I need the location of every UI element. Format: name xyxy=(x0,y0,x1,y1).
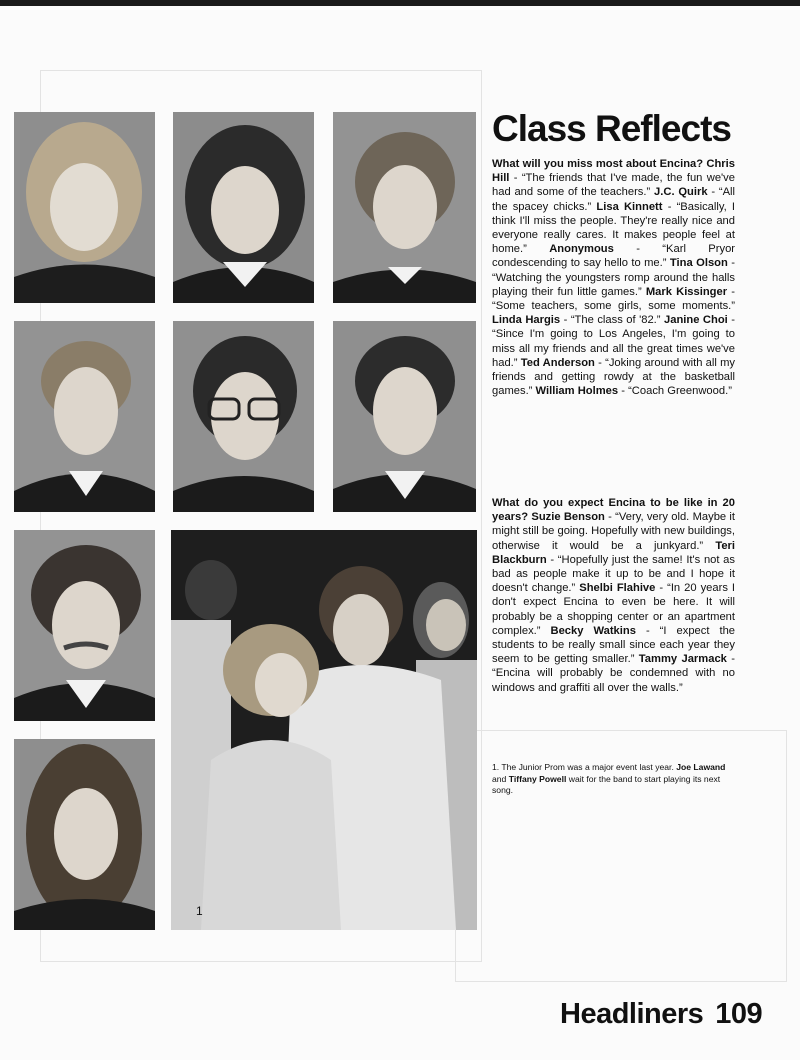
respondent-quote: - “Basically, I think I'll miss the people. They're really nice and everyone really cares. It makes people feel at home.” xyxy=(492,200,736,256)
respondent-name: Ted Anderson xyxy=(520,356,595,369)
respondent-name: Janine Choi xyxy=(664,314,728,327)
caption-name: Joe Lawand xyxy=(676,762,726,772)
photo-caption xyxy=(492,762,735,797)
question2: What do you expect Encina to be like in 20 years? xyxy=(492,497,735,524)
respondent-name: Mark Kissinger xyxy=(645,285,728,298)
portrait-photo xyxy=(173,112,314,303)
respondent-name: Anonymous xyxy=(549,243,614,256)
respondent-quote: - “The class of '82.” xyxy=(563,314,661,327)
question2-block xyxy=(492,496,735,695)
respondent-name: Tina Olson xyxy=(669,257,728,270)
photo-number: 1 xyxy=(196,904,203,918)
portrait-photo xyxy=(173,321,314,512)
respondent-name: Chris Hill xyxy=(492,158,735,185)
portrait-photo xyxy=(14,321,155,512)
respondent-quote: - “Some teachers, some girls, some moments.” xyxy=(492,285,735,313)
portrait-photo xyxy=(333,321,476,512)
respondent-name: Tammy Jarmack xyxy=(638,653,727,666)
respondent-quote: - “I expect the students to be really small since each year they seem to be getting smaller.” xyxy=(492,624,736,666)
respondent-quote: - “Joking around with all my friends and getting rowdy at the basketball games.” xyxy=(492,356,736,398)
question1: What will you miss most about Encina? xyxy=(492,158,704,170)
respondent-quote: - “Very, very old. Maybe it might still be going. Hopefully with new buildings, otherwise it would be a junkyard.” xyxy=(492,511,736,552)
portrait-photo xyxy=(14,739,155,930)
top-border xyxy=(0,0,800,6)
caption-text: The Junior Prom was a major event last year. xyxy=(501,762,674,772)
respondent-quote: - “Watching the youngsters romp around the halls playing their fun little games.” xyxy=(492,257,736,298)
respondent-name: Becky Watkins xyxy=(550,624,636,637)
respondent-quote: - “Karl Pryor condescending to say hello to me.” xyxy=(492,243,736,270)
caption-text: and xyxy=(492,773,507,784)
answers1-list xyxy=(492,158,735,397)
respondent-name: Lisa Kinnett xyxy=(596,200,663,213)
respondent-quote: - “Coach Greenwood.” xyxy=(621,385,732,398)
respondent-quote: - “The friends that I've made, the fun we've had and some of the teachers.” xyxy=(492,172,735,199)
caption-number: 1. xyxy=(492,762,500,772)
respondent-quote: - “Hopefully just the same! It's not as bad as people make it up to be and I hope it doesn't change.” xyxy=(492,553,736,595)
respondent-name: J.C. Quirk xyxy=(654,186,708,199)
respondent-quote: - “Encina will probably be condemned with no windows and graffiti all over the walls.” xyxy=(492,653,735,694)
caption-text: wait for the band to start playing its next song. xyxy=(492,773,721,795)
prom-photo xyxy=(171,530,477,930)
portrait-photo xyxy=(14,112,155,303)
respondent-name: Shelbi Flahive xyxy=(579,582,656,595)
respondent-name: William Holmes xyxy=(535,385,619,398)
section-name: Headliners xyxy=(560,998,704,1030)
respondent-quote: - “In 20 years I don't expect Encina to even be here. It will probably be a shopping center or an apartment complex.” xyxy=(492,582,736,637)
page-footer xyxy=(560,998,762,1031)
portrait-photo xyxy=(14,530,155,721)
respondent-quote: - “Since I'm going to Los Angeles, I'm going to miss all my friends and all the great times we've had.” xyxy=(492,314,735,369)
page-number: 109 xyxy=(715,998,763,1030)
respondent-name: Linda Hargis xyxy=(492,314,561,327)
page-title: Class Reflects xyxy=(492,108,731,149)
portrait-photo xyxy=(333,112,476,303)
respondent-name: Suzie Benson xyxy=(531,511,605,524)
caption-name: Tiffany Powell xyxy=(508,773,567,784)
respondent-name: Teri Blackburn xyxy=(492,539,735,566)
respondent-quote: - “All the spacey chicks.” xyxy=(492,186,736,213)
answers2-list xyxy=(492,511,735,693)
question1-block xyxy=(492,157,735,398)
